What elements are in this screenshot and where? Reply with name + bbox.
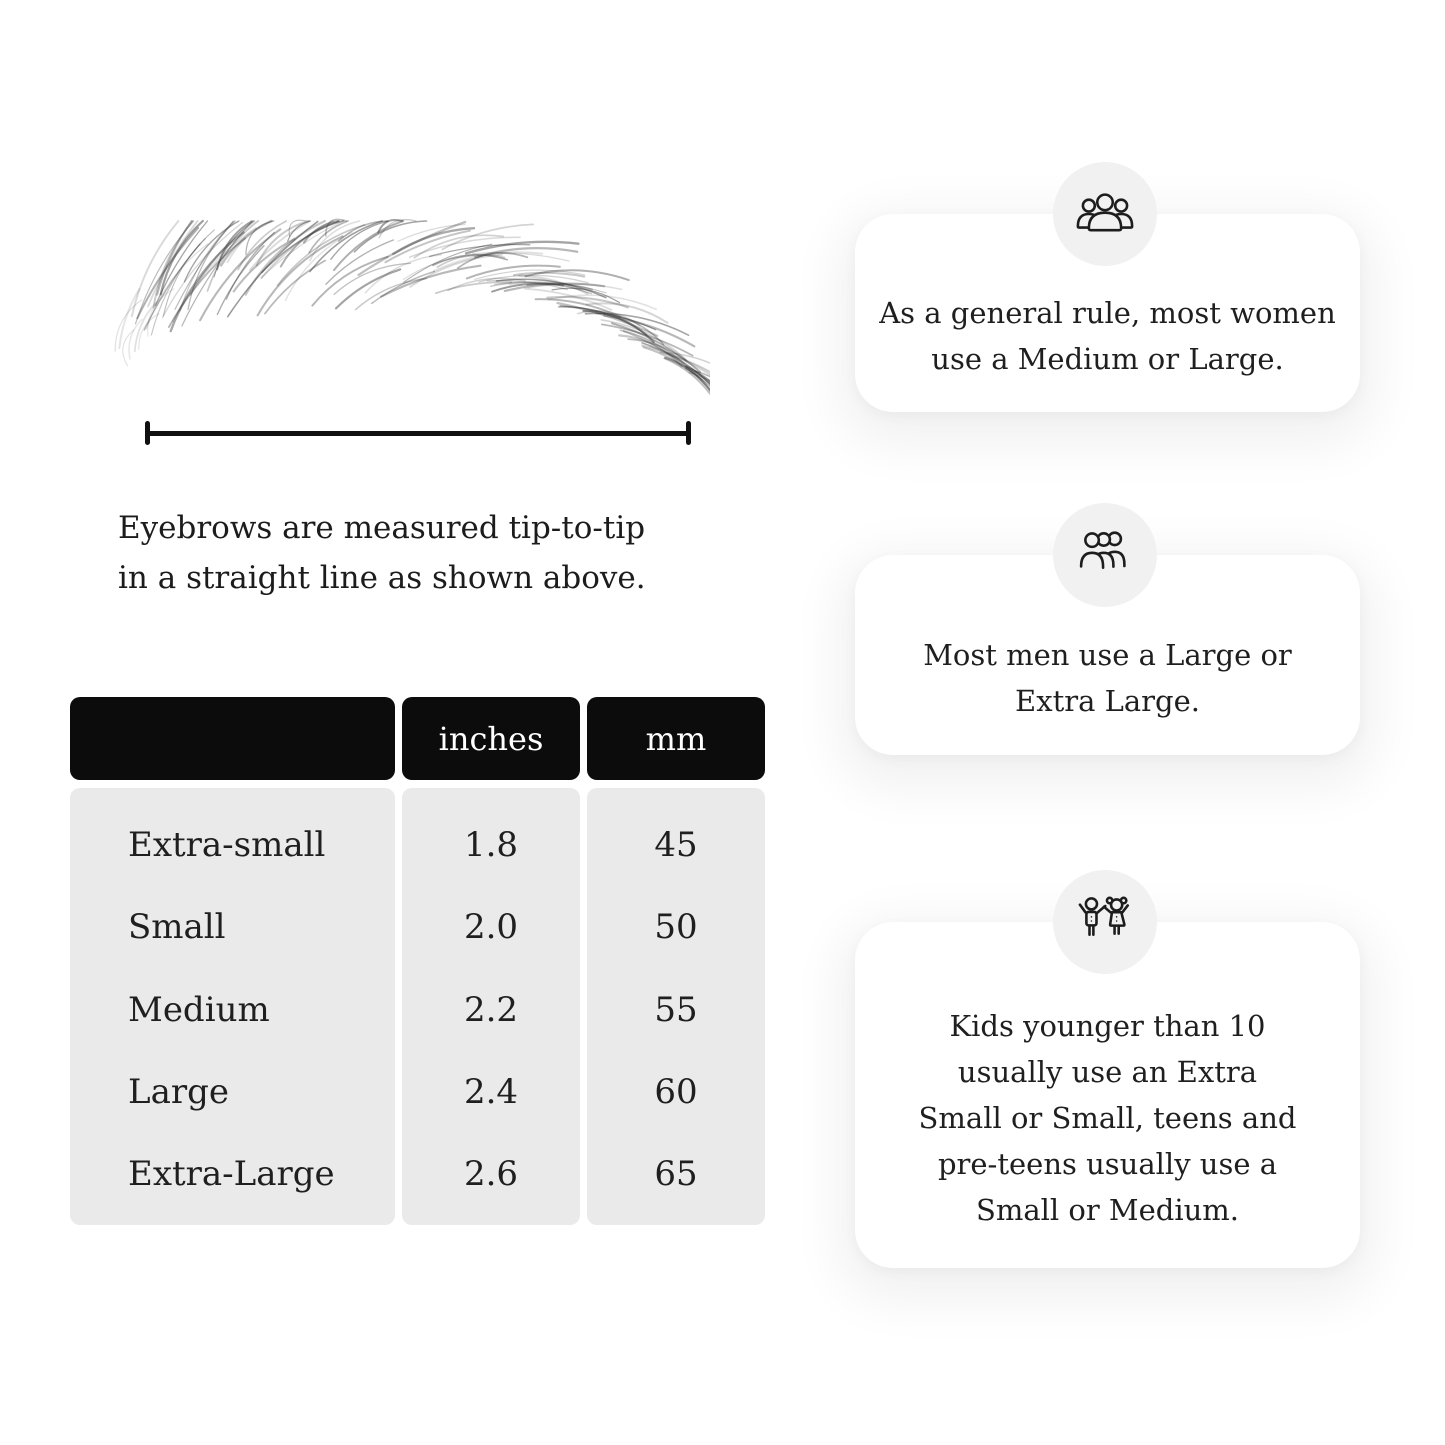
inches-value-cell: 2.0 — [463, 907, 519, 948]
size-table-body — [70, 788, 765, 1225]
icon-badge — [1053, 162, 1157, 266]
icon-badge — [1053, 870, 1157, 974]
mm-column — [587, 788, 765, 1225]
inches-value-cell: 2.4 — [463, 1071, 519, 1112]
size-name-cell: Medium — [128, 989, 270, 1030]
caption-line: Eyebrows are measured tip-to-tip — [118, 510, 646, 546]
card-text — [919, 1003, 1297, 1233]
size-table-header — [70, 697, 765, 780]
mm-value-cell: 60 — [654, 1071, 698, 1112]
caption-line: in a straight line as shown above. — [118, 560, 646, 596]
inches-value-cell: 1.8 — [463, 825, 519, 866]
size-name-cell: Extra-Large — [128, 1153, 335, 1194]
card-text — [879, 290, 1336, 382]
column-header-mm: mm — [587, 697, 765, 780]
kids-icon — [1074, 891, 1136, 953]
card-text-line: use a Medium or Large. — [931, 341, 1284, 376]
size-table — [70, 697, 765, 1225]
card-text-line: Most men use a Large or — [923, 637, 1292, 672]
size-name-cell: Extra-small — [128, 825, 326, 866]
inches-value-cell: 2.2 — [463, 989, 519, 1030]
inches-value-cell: 2.6 — [463, 1153, 519, 1194]
measurement-caption — [118, 503, 646, 603]
mm-value-cell: 65 — [654, 1153, 698, 1194]
card-text-line: Small or Medium. — [975, 1192, 1240, 1227]
measurement-line — [146, 421, 690, 445]
size-name-cell: Large — [128, 1071, 229, 1112]
size-name-cell: Small — [128, 907, 226, 948]
measurement-bar — [146, 431, 690, 436]
measurement-tick-right — [686, 421, 691, 445]
icon-badge — [1053, 503, 1157, 607]
men-group-icon — [1074, 524, 1136, 586]
women-group-icon — [1074, 183, 1136, 245]
column-header-size — [70, 697, 395, 780]
eyebrow-illustration — [90, 215, 710, 415]
mm-value-cell: 45 — [654, 825, 698, 866]
mm-value-cell: 55 — [654, 989, 698, 1030]
column-header-inches: inches — [402, 697, 580, 780]
card-text-line: Small or Small, teens and — [918, 1100, 1297, 1135]
card-text-line: usually use an Extra — [957, 1054, 1258, 1089]
card-text-line: Extra Large. — [1015, 683, 1200, 718]
size-name-column — [70, 788, 395, 1225]
card-text — [923, 632, 1292, 724]
inches-column — [402, 788, 580, 1225]
card-text-line: As a general rule, most women — [879, 295, 1336, 330]
card-text-line: Kids younger than 10 — [949, 1008, 1266, 1043]
mm-value-cell: 50 — [654, 907, 698, 948]
card-text-line: pre-teens usually use a — [937, 1146, 1278, 1181]
